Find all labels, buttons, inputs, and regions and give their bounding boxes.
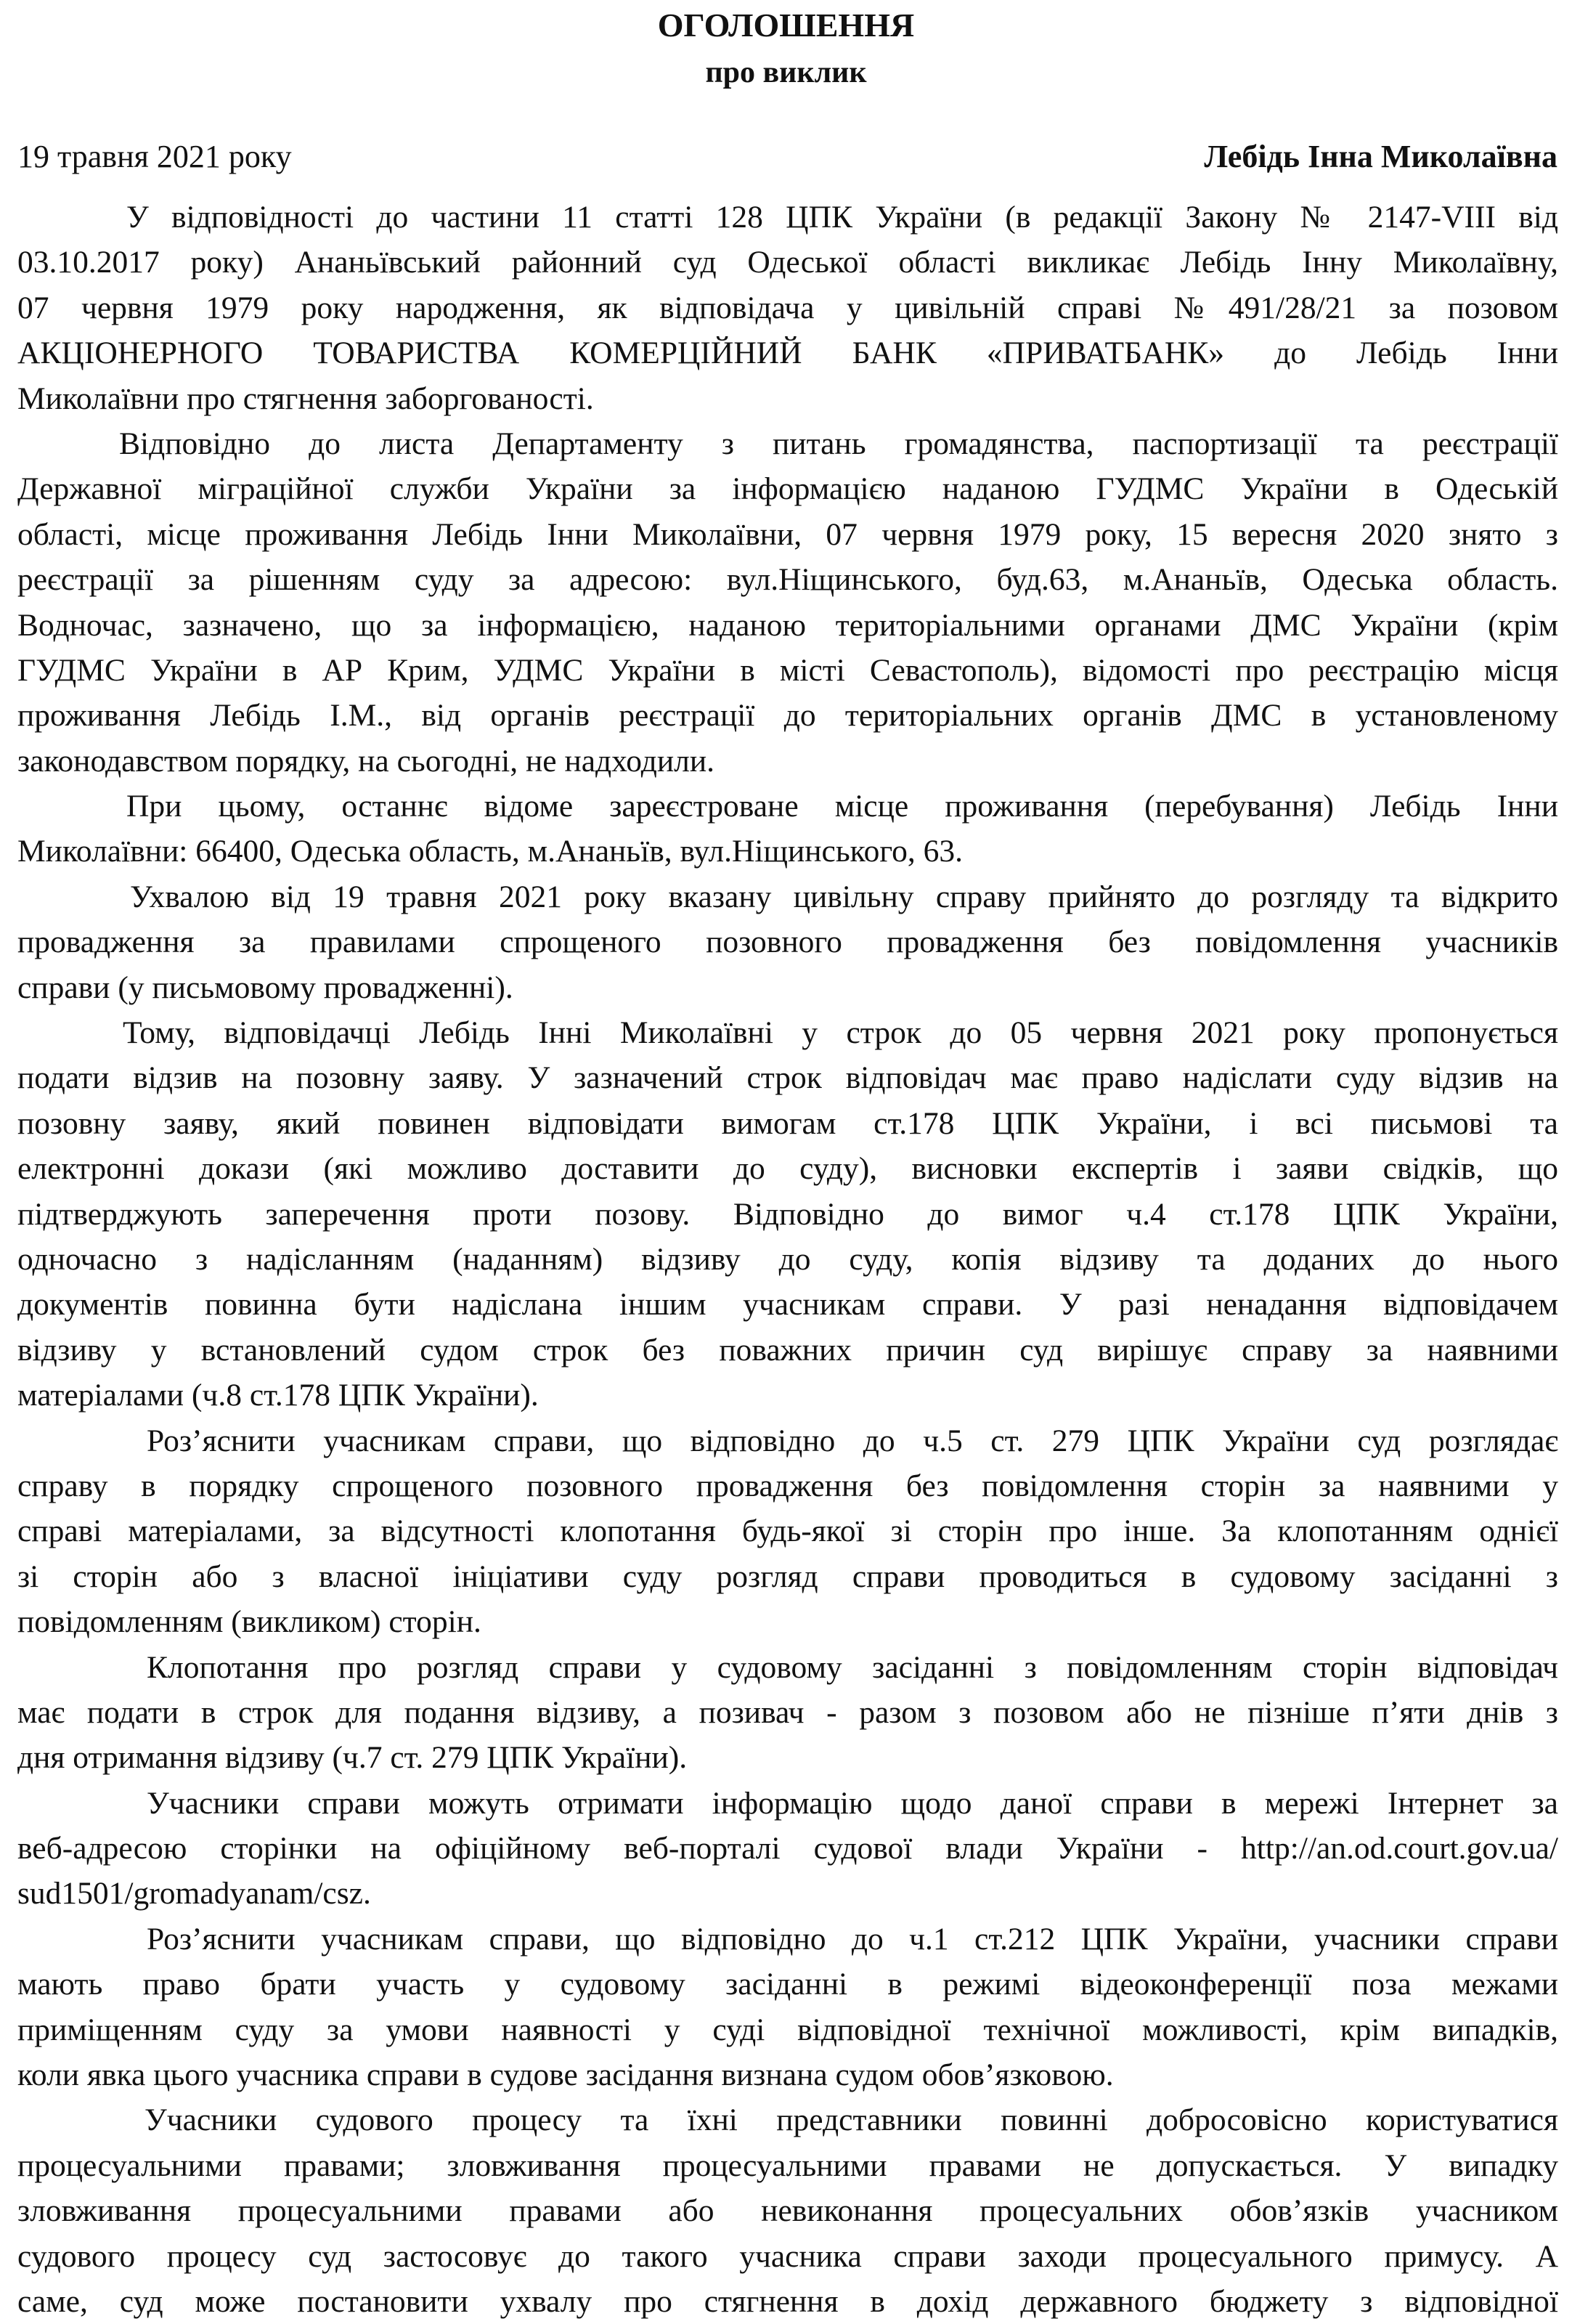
text-line: Роз’яснити учасникам справи, що відповідно до ч.1 ст.212 ЦПК України, учасники справи <box>147 1921 1558 1957</box>
text-line: відзиву у встановлений судом строк без поважних причин суд вирішує справу за наявними <box>17 1332 1558 1368</box>
document-subtitle: про виклик <box>705 56 867 89</box>
text-line: проживання Лебідь І.М., від органів реєстрації до територіальних органів ДМС в установленому <box>17 698 1558 734</box>
document-body <box>17 195 1558 2324</box>
text-line: Миколаївни: 66400, Одеська область, м.Ананьїв, вул.Ніщинського, 63. <box>17 834 963 869</box>
text-line: справи (у письмовому провадженні). <box>17 970 513 1005</box>
document-date: 19 травня 2021 року <box>17 139 292 174</box>
text-line: Миколаївни про стягнення заборгованості. <box>17 381 594 416</box>
paragraph <box>17 874 1558 1010</box>
text-line: Тому, відповідачці Лебідь Інні Миколаївні у строк до 05 червня 2021 року пропонується <box>123 1015 1558 1051</box>
text-line: реєстрації за рішенням суду за адресою: вул.Ніщинського, буд.63, м.Ананьїв, Одеська область. <box>17 562 1558 598</box>
text-line: Учасники судового процесу та їхні представники повинні добросовісно користуватися <box>144 2102 1558 2138</box>
text-line: У відповідності до частини 11 статті 128 ЦПК України (в редакції Закону № 2147-VIII від <box>126 200 1558 235</box>
text-line: процесуальними правами; зловживання процесуальними правами не допускається. У випадку <box>17 2148 1558 2183</box>
text-line: веб-адресою сторінки на офіційному веб-порталі судової влади України - http://an.od.court.gov.ua/ <box>17 1831 1558 1866</box>
document-title: ОГОЛОШЕННЯ <box>657 7 915 44</box>
text-line: 03.10.2017 року) Ананьївський районний суд Одеської області викликає Лебідь Інну Миколаївну, <box>17 245 1558 280</box>
paragraph <box>17 784 1558 874</box>
paragraph <box>17 1010 1558 1418</box>
text-line: позовну заяву, який повинен відповідати вимогам ст.178 ЦПК України, і всі письмові та <box>17 1105 1558 1141</box>
paragraph <box>17 1917 1558 2098</box>
text-line: матеріалами (ч.8 ст.178 ЦПК України). <box>17 1378 539 1413</box>
paragraph <box>17 1645 1558 1781</box>
text-line: провадження за правилами спрощеного позовного провадження без повідомлення учасників <box>17 925 1558 960</box>
text-line: Учасники справи можуть отримати інформацію щодо даної справи в мережі Інтернет за <box>147 1785 1558 1821</box>
text-line: мають право брати участь у судовому засіданні в режимі відеоконференції поза межами <box>17 1967 1558 2002</box>
text-line: Ухвалою від 19 травня 2021 року вказану цивільну справу прийнято до розгляду та відкрито <box>130 879 1558 914</box>
text-line: справі матеріалами, за відсутності клопотання будь-якої зі сторін про інше. За клопотанням однієї <box>17 1514 1558 1549</box>
paragraph <box>17 2097 1558 2324</box>
paragraph <box>17 1418 1558 1645</box>
paragraph <box>17 1781 1558 1917</box>
text-line: зловживання процесуальними правами або невиконання процесуальних обов’язків учасником <box>17 2193 1558 2229</box>
text-line: подати відзив на позовну заяву. У зазначений строк відповідач має право надіслати суду відзив на <box>17 1060 1558 1096</box>
text-line: підтверджують заперечення проти позову. Відповідно до вимог ч.4 ст.178 ЦПК України, <box>17 1196 1558 1232</box>
addressee-name: Лебідь Інна Миколаївна <box>1204 139 1557 174</box>
text-line: має подати в строк для подання відзиву, а позивач - разом з позовом або не пізніше п’яти днів з <box>17 1694 1558 1730</box>
text-line: зі сторін або з власної ініціативи суду розгляд справи проводиться в судовому засіданні з <box>17 1559 1558 1594</box>
paragraph <box>17 195 1558 421</box>
text-line: Водночас, зазначено, що за інформацією, наданою територіальними органами ДМС України (крім <box>17 607 1558 643</box>
text-line: АКЦІОНЕРНОГО ТОВАРИСТВА КОМЕРЦІЙНИЙ БАНК «ПРИВАТБАНК» до Лебідь Інни <box>17 336 1558 371</box>
text-line: повідомленням (викликом) сторін. <box>17 1604 481 1640</box>
text-line: 07 червня 1979 року народження, як відповідача у цивільній справі №491/28/21 за позовом <box>17 290 1558 325</box>
text-line: справу в порядку спрощеного позовного провадження без повідомлення сторін за наявними у <box>17 1468 1558 1503</box>
text-line: документів повинна бути надіслана іншим учасникам справи. У разі ненадання відповідачем <box>17 1287 1558 1323</box>
text-line: дня отримання відзиву (ч.7 ст. 279 ЦПК України). <box>17 1740 688 1776</box>
text-line: області, місце проживання Лебідь Інни Миколаївни, 07 червня 1979 року, 15 вересня 2020 знято з <box>17 516 1558 552</box>
text-line: коли явка цього учасника справи в судове засідання визнана судом обов’язковою. <box>17 2057 1114 2093</box>
text-line: одночасно з надісланням (наданням) відзиву до суду, копія відзиву та доданих до нього <box>17 1241 1558 1277</box>
text-line: Державної міграційної служби України за інформацією наданою ГУДМС України в Одеській <box>17 471 1558 507</box>
text-line: судового процесу суд застосовує до такого учасника справи заходи процесуального примусу. А <box>17 2238 1558 2274</box>
text-line: При цьому, останнє відоме зареєстроване місце проживання (перебування) Лебідь Інни <box>126 789 1558 824</box>
text-line: Клопотання про розгляд справи у судовому засіданні з повідомленням сторін відповідач <box>147 1649 1558 1685</box>
text-line: Роз’яснити учасникам справи, що відповідно до ч.5 ст. 279 ЦПК України суд розглядає <box>147 1423 1558 1458</box>
text-line: законодавством порядку, на сьогодні, не надходили. <box>17 743 715 779</box>
text-line: приміщенням суду за умови наявності у суді відповідної технічної можливості, крім випадків, <box>17 2012 1558 2047</box>
text-line: Відповідно до листа Департаменту з питань громадянства, паспортизації та реєстрації <box>119 426 1558 461</box>
text-line: електронні докази (які можливо доставити до суду), висновки експертів і заяви свідків, що <box>17 1151 1558 1187</box>
text-line: саме, суд може постановити ухвалу про стягнення в дохід державного бюджету з відповідної <box>17 2283 1558 2319</box>
date-addressee-row <box>17 138 1557 175</box>
text-line: sud1501/gromadyanam/csz. <box>17 1876 371 1911</box>
text-line: ГУДМС України в АР Крим, УДМС України в місті Севастополь), відомості про реєстрацію місця <box>17 652 1558 688</box>
paragraph <box>17 421 1558 784</box>
